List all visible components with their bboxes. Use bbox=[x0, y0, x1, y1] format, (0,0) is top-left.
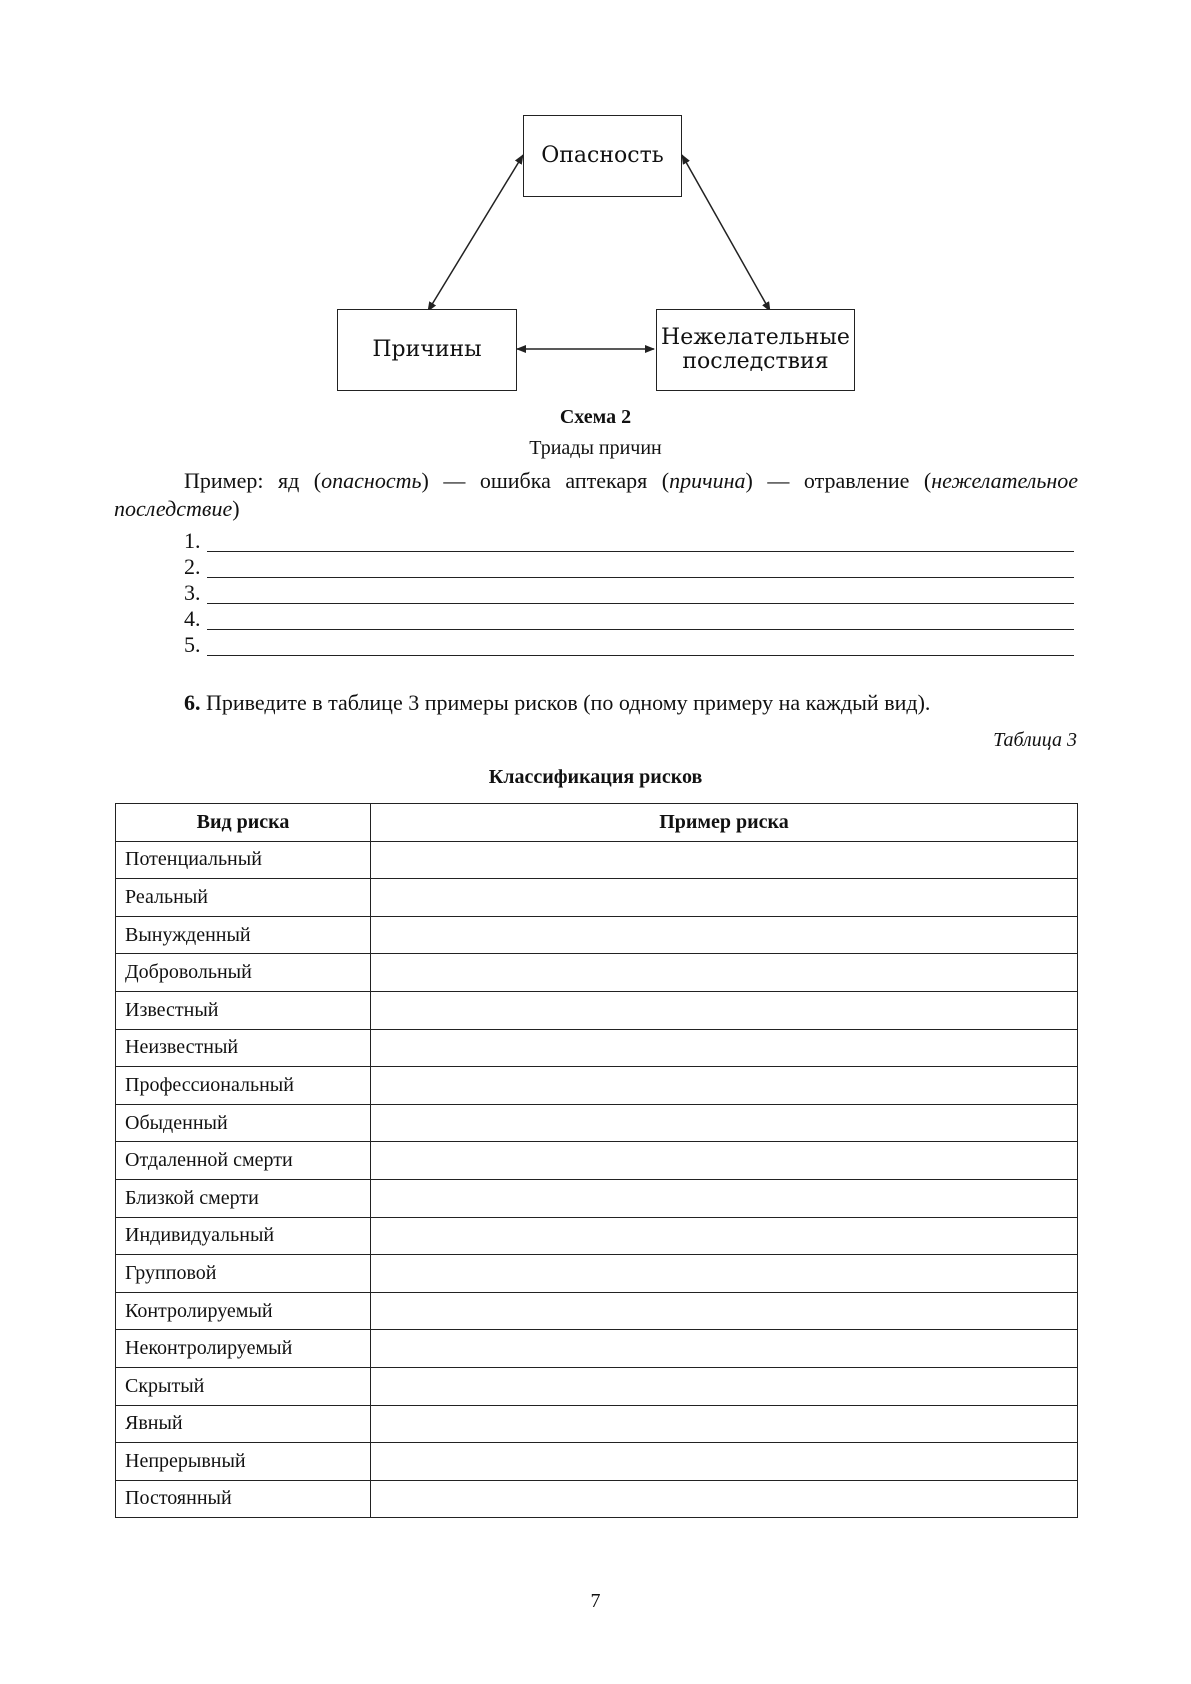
risk-type-cell: Контролируемый bbox=[116, 1292, 371, 1330]
answer-line-number: 3. bbox=[184, 580, 201, 605]
effects-box bbox=[656, 309, 855, 391]
table-row bbox=[116, 916, 1078, 954]
risk-type-cell: Неконтролируемый bbox=[116, 1330, 371, 1368]
table-row bbox=[116, 1330, 1078, 1368]
risk-type-cell: Добровольный bbox=[116, 954, 371, 992]
table-row bbox=[116, 954, 1078, 992]
danger-label: Опасность bbox=[541, 143, 664, 168]
table-row bbox=[116, 1142, 1078, 1180]
risk-example-cell[interactable] bbox=[371, 1292, 1078, 1330]
answer-line[interactable] bbox=[184, 606, 1074, 632]
table-row bbox=[116, 1367, 1078, 1405]
answer-line[interactable] bbox=[184, 632, 1074, 658]
triad-diagram bbox=[0, 0, 1191, 400]
table-row bbox=[116, 879, 1078, 917]
answer-line-number: 1. bbox=[184, 528, 201, 553]
risk-example-cell[interactable] bbox=[371, 879, 1078, 917]
table-row bbox=[116, 1480, 1078, 1518]
risk-example-cell[interactable] bbox=[371, 1104, 1078, 1142]
answer-line-rule bbox=[207, 603, 1074, 604]
causes-label: Причины bbox=[372, 337, 482, 362]
risk-type-cell: Явный bbox=[116, 1405, 371, 1443]
header-risk-type: Вид риска bbox=[116, 804, 371, 842]
danger-box bbox=[523, 115, 682, 197]
causes-box bbox=[337, 309, 517, 391]
answer-line-number: 4. bbox=[184, 606, 201, 631]
table-row bbox=[116, 1443, 1078, 1481]
effects-label-line2: последствия bbox=[682, 349, 829, 374]
risk-example-cell[interactable] bbox=[371, 1179, 1078, 1217]
risk-example-cell[interactable] bbox=[371, 841, 1078, 879]
risk-example-cell[interactable] bbox=[371, 1067, 1078, 1105]
effects-label-line1: Нежелательные bbox=[661, 325, 850, 350]
risk-type-cell: Реальный bbox=[116, 879, 371, 917]
table-row bbox=[116, 1405, 1078, 1443]
risk-classification-table bbox=[115, 803, 1078, 1518]
table-row bbox=[116, 1104, 1078, 1142]
answer-line-rule bbox=[207, 551, 1074, 552]
risk-type-cell: Известный bbox=[116, 991, 371, 1029]
risk-type-cell: Вынужденный bbox=[116, 916, 371, 954]
risk-type-cell: Скрытый bbox=[116, 1367, 371, 1405]
table-header-row bbox=[116, 804, 1078, 842]
table-row bbox=[116, 841, 1078, 879]
answer-line[interactable] bbox=[184, 528, 1074, 554]
risk-example-cell[interactable] bbox=[371, 1480, 1078, 1518]
table-row bbox=[116, 1255, 1078, 1293]
header-risk-example: Пример риска bbox=[371, 804, 1078, 842]
risk-type-cell: Постоянный bbox=[116, 1480, 371, 1518]
risk-example-cell[interactable] bbox=[371, 1443, 1078, 1481]
table-title: Классификация рисков bbox=[488, 766, 703, 788]
risk-example-cell[interactable] bbox=[371, 991, 1078, 1029]
risk-type-cell: Отдаленной смерти bbox=[116, 1142, 371, 1180]
risk-example-cell[interactable] bbox=[371, 1142, 1078, 1180]
risk-example-cell[interactable] bbox=[371, 1367, 1078, 1405]
answer-line-number: 2. bbox=[184, 554, 201, 579]
table-label: Таблица 3 bbox=[993, 729, 1077, 751]
risk-example-cell[interactable] bbox=[371, 1405, 1078, 1443]
table-row bbox=[116, 1067, 1078, 1105]
risk-type-cell: Обыденный bbox=[116, 1104, 371, 1142]
diagram-arrows bbox=[0, 0, 1191, 400]
arrow-danger-effects bbox=[682, 155, 770, 311]
risk-type-cell: Непрерывный bbox=[116, 1443, 371, 1481]
task-6 bbox=[184, 690, 930, 716]
table-row bbox=[116, 1179, 1078, 1217]
risk-type-cell: Близкой смерти bbox=[116, 1179, 371, 1217]
risk-type-cell: Потенциальный bbox=[116, 841, 371, 879]
table-row bbox=[116, 991, 1078, 1029]
table-row bbox=[116, 1029, 1078, 1067]
risk-example-cell[interactable] bbox=[371, 1217, 1078, 1255]
answer-line-number: 5. bbox=[184, 632, 201, 657]
example-paragraph: Пример: яд (опасность) — ошибка аптекаря (причина) — отравление (нежелательное последствие) bbox=[114, 468, 1079, 521]
risk-type-cell: Неизвестный bbox=[116, 1029, 371, 1067]
risk-type-cell: Профессиональный bbox=[116, 1067, 371, 1105]
answer-line-rule bbox=[207, 655, 1074, 656]
answer-line[interactable] bbox=[184, 554, 1074, 580]
table-row bbox=[116, 1217, 1078, 1255]
risk-example-cell[interactable] bbox=[371, 1255, 1078, 1293]
table-row bbox=[116, 1292, 1078, 1330]
answer-line[interactable] bbox=[184, 580, 1074, 606]
scheme-subtitle: Триады причин bbox=[529, 437, 662, 459]
risk-type-cell: Индивидуальный bbox=[116, 1217, 371, 1255]
risk-type-cell: Групповой bbox=[116, 1255, 371, 1293]
risk-example-cell[interactable] bbox=[371, 916, 1078, 954]
answer-line-rule bbox=[207, 629, 1074, 630]
task-number: 6. bbox=[184, 690, 201, 715]
risk-example-cell[interactable] bbox=[371, 1029, 1078, 1067]
task-text: Приведите в таблице 3 примеры рисков (по одному примеру на каждый вид). bbox=[200, 690, 931, 715]
page-number: 7 bbox=[590, 1590, 601, 1612]
risk-example-cell[interactable] bbox=[371, 954, 1078, 992]
arrow-danger-causes bbox=[428, 155, 523, 311]
answer-line-rule bbox=[207, 577, 1074, 578]
scheme-title: Схема 2 bbox=[559, 406, 632, 428]
risk-example-cell[interactable] bbox=[371, 1330, 1078, 1368]
